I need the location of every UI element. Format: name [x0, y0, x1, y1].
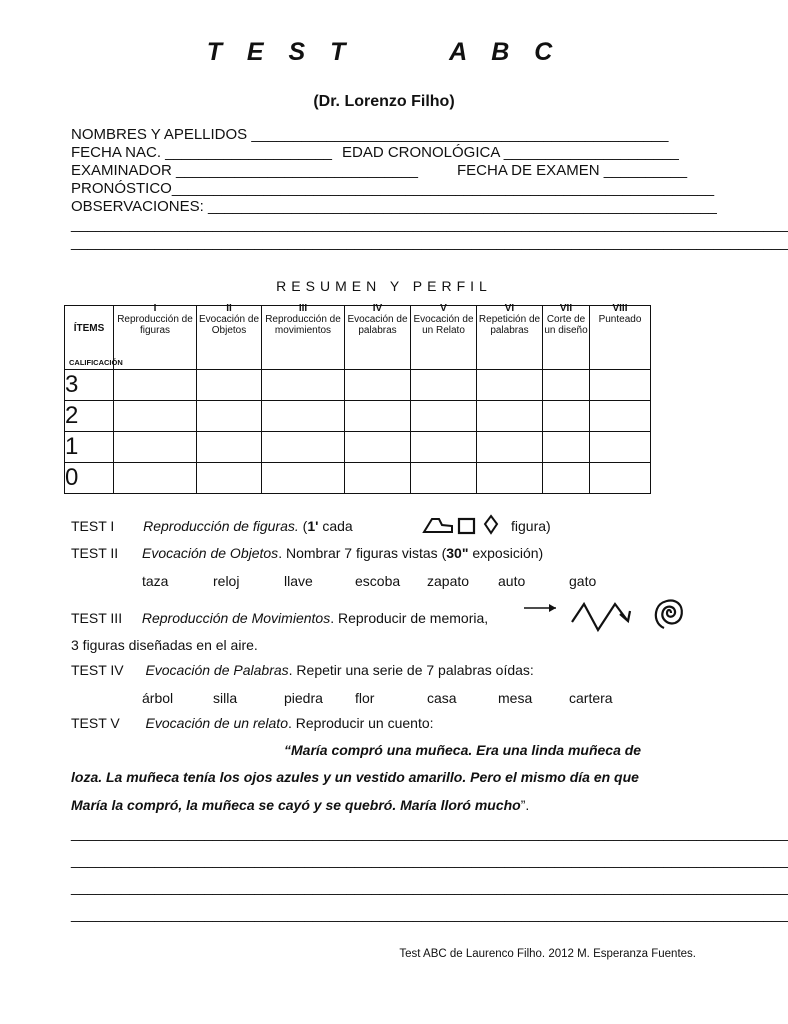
score-cell[interactable] [477, 370, 543, 401]
column-label: Evocación de Objetos [198, 314, 260, 336]
test-text: . Repetir una serie de 7 palabras oídas: [288, 662, 534, 678]
field-fecha-nac[interactable]: FECHA NAC. ____________________ [71, 144, 333, 161]
column-number: II [226, 303, 232, 314]
score-cell[interactable] [543, 432, 590, 463]
score-cell[interactable] [262, 401, 345, 432]
score-cell[interactable] [590, 463, 651, 494]
score-cell[interactable] [345, 370, 411, 401]
column-number: I [153, 303, 157, 314]
author-subtitle: (Dr. Lorenzo Filho) [313, 93, 455, 110]
word-item: reloj [213, 573, 240, 589]
column-label: Evocación de un Relato [413, 314, 474, 336]
score-cell[interactable] [197, 432, 262, 463]
score-label: 3 [65, 370, 114, 401]
column-header [477, 303, 543, 370]
answer-line[interactable]: ______________________________________________________________________________________ [71, 879, 788, 896]
score-cell[interactable] [477, 432, 543, 463]
score-cell[interactable] [262, 432, 345, 463]
word-item: mesa [498, 690, 533, 706]
score-label: 0 [65, 463, 114, 494]
column-label: Reproducción de figuras [117, 314, 193, 336]
test-3-line2: 3 figuras diseñadas en el aire. [71, 637, 258, 653]
word-item: silla [213, 690, 238, 706]
field-edad[interactable]: EDAD CRONOLÓGICA _____________________ [342, 144, 679, 161]
score-cell[interactable] [543, 401, 590, 432]
story-text-end: María la compró, la muñeca se cayó y se quebró. María lloró mucho [71, 797, 521, 813]
column-number: VIII [612, 303, 628, 314]
column-header [345, 303, 411, 370]
test-3-line [71, 610, 488, 626]
column-header [262, 303, 345, 370]
items-header-cell [65, 306, 123, 370]
column-header [590, 303, 651, 370]
column-label: Reproducción de movimientos [265, 314, 341, 336]
score-row [65, 401, 651, 432]
test-id: TEST I [71, 518, 115, 534]
page-title: T E S T A B C [206, 38, 562, 66]
story-text: “María compró una muñeca. Era una linda muñeca de [284, 742, 642, 758]
column-number: V [440, 303, 447, 314]
test-name: Reproducción de figuras. [143, 518, 299, 534]
column-label: Repetición de palabras [478, 314, 541, 336]
score-cell[interactable] [114, 370, 197, 401]
word-item: gato [569, 573, 597, 589]
column-number: III [298, 303, 308, 314]
score-label: 2 [65, 401, 114, 432]
column-label: Corte de un diseño [544, 314, 588, 336]
score-row [65, 463, 651, 494]
score-row [65, 432, 651, 463]
test-bold: 30" [446, 545, 469, 561]
footer-credit: Test ABC de Laurenco Filho. 2012 M. Esperanza Fuentes. [399, 948, 696, 960]
column-number: VI [504, 303, 515, 314]
section-title: RESUMEN Y PERFIL [276, 278, 492, 294]
column-number: IV [372, 303, 383, 314]
answer-line[interactable]: ______________________________________________________________________________________ [71, 906, 788, 923]
score-cell[interactable] [477, 463, 543, 494]
column-header [197, 303, 262, 370]
test-1-line [71, 518, 353, 534]
column-label: Evocación de palabras [347, 314, 408, 336]
test-name: Evocación de Objetos [141, 545, 279, 561]
blank-line[interactable]: ______________________________________________________________________________________ [71, 216, 788, 233]
score-cell[interactable] [411, 463, 477, 494]
score-cell[interactable] [477, 401, 543, 432]
story-text [71, 797, 529, 813]
score-cell[interactable] [543, 370, 590, 401]
score-cell[interactable] [411, 401, 477, 432]
story-close-quote: ”. [520, 797, 530, 813]
field-pronostico[interactable]: PRONÓSTICO_________________________________________________________________ [71, 180, 715, 197]
word-item: cartera [569, 690, 613, 706]
column-header [543, 303, 590, 370]
score-cell[interactable] [114, 432, 197, 463]
score-cell[interactable] [197, 370, 262, 401]
score-cell[interactable] [411, 370, 477, 401]
score-cell[interactable] [114, 401, 197, 432]
score-cell[interactable] [262, 463, 345, 494]
word-item: llave [284, 573, 313, 589]
column-header [114, 303, 197, 370]
field-examinador[interactable]: EXAMINADOR _____________________________ [71, 162, 418, 179]
score-cell[interactable] [411, 432, 477, 463]
word-item: auto [498, 573, 526, 589]
field-observaciones[interactable]: OBSERVACIONES: _____________________________________________________________ [71, 198, 717, 215]
score-cell[interactable] [590, 432, 651, 463]
calificacion-label: CALIFICACIÓN [69, 358, 123, 367]
score-label: 1 [65, 432, 114, 463]
test-text: ( [298, 518, 308, 534]
test-name: Evocación de un relato [145, 715, 288, 731]
column-label: Punteado [598, 314, 642, 325]
test-2-line [71, 545, 543, 561]
word-item: zapato [427, 573, 470, 589]
score-cell[interactable] [197, 463, 262, 494]
word-item: flor [355, 690, 375, 706]
test-id: TEST II [71, 545, 119, 561]
test-text: . Reproducir un cuento: [287, 715, 434, 731]
profile-table [64, 305, 651, 494]
story-text: loza. La muñeca tenía los ojos azules y un vestido amarillo. Pero el mismo día en que [71, 769, 639, 785]
word-item: piedra [284, 690, 323, 706]
word-item: taza [142, 573, 169, 589]
test-id: TEST III [71, 610, 123, 626]
test-text: . Reproducir de memoria, [330, 610, 489, 626]
score-cell[interactable] [590, 370, 651, 401]
test-text: exposición) [468, 545, 544, 561]
test-4-line [71, 662, 534, 678]
score-cell[interactable] [345, 401, 411, 432]
test-text: cada [318, 518, 353, 534]
column-header [411, 303, 477, 370]
score-cell[interactable] [345, 463, 411, 494]
test-id: TEST IV [71, 662, 124, 678]
items-label: ÍTEMS [73, 323, 105, 334]
score-cell[interactable] [114, 463, 197, 494]
blank-line[interactable]: ______________________________________________________________________________________ [71, 234, 788, 251]
test-id: TEST V [71, 715, 120, 731]
test-bold: 1' [307, 518, 319, 534]
word-item: escoba [355, 573, 401, 589]
field-fecha-examen[interactable]: FECHA DE EXAMEN __________ [457, 162, 688, 179]
test-name: Reproducción de Movimientos [141, 610, 331, 626]
test-5-line [71, 715, 434, 731]
score-cell[interactable] [590, 401, 651, 432]
word-item: árbol [142, 690, 174, 706]
word-item: casa [427, 690, 457, 706]
answer-line[interactable]: ______________________________________________________________________________________ [71, 825, 788, 842]
test-text: . Nombrar 7 figuras vistas ( [278, 545, 447, 561]
score-cell[interactable] [345, 432, 411, 463]
figure-shapes-icon [422, 514, 512, 536]
column-number: VII [559, 303, 573, 314]
answer-line[interactable]: ______________________________________________________________________________________ [71, 852, 788, 869]
score-cell[interactable] [543, 463, 590, 494]
score-row [65, 370, 651, 401]
field-nombres[interactable]: NOMBRES Y APELLIDOS __________________________________________________ [71, 126, 669, 143]
test-name: Evocación de Palabras [145, 662, 289, 678]
score-cell[interactable] [262, 370, 345, 401]
test-1-tail: figura) [511, 518, 551, 534]
movement-figures-icon [522, 598, 690, 634]
score-cell[interactable] [197, 401, 262, 432]
